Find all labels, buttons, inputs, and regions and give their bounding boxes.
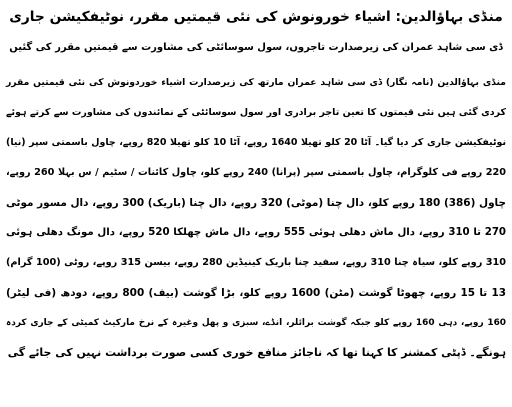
article-line: منڈی بہاؤالدین (نامہ نگار) ڈی سی شاہد عمران مارتھ کی زیرصدارت اشیاء خوردونوش کی نئی قیمتیں مقرر: [6, 77, 506, 88]
article-line: 270 تا 310 روپے، دال ماش دھلی ہوئی 555 روپے، دال ماش چھلکا 520 روپے، دال مونگ دھلی ہوئی: [6, 227, 507, 238]
article-line: نوٹیفکیشن جاری کر دیا گیا۔ آٹا 20 کلو تھیلا 1640 روپے، آٹا 10 کلو تھیلا 820 روپے، چاول باسمتی سپر (نیا): [6, 137, 506, 148]
article-body: [6, 68, 506, 368]
article-line: چاول (386) 180 روپے کلو، دال چنا (موٹی) 320 روپے، دال چنا (باریک) 300 روپے، دال مسور موٹی: [6, 197, 507, 209]
article-line: 310 روپے کلو، سیاہ چنا 310 روپے، سفید چنا باریک کینیڈین 280 روپے، بیسن 315 روپے، روٹی (100 گرام): [6, 257, 506, 268]
article-line: ہونگے۔ ڈپٹی کمشنر کا کہنا تھا کہ ناجائز منافع خوری کسی صورت برداشت نہیں کی جائے گی: [7, 346, 506, 359]
headline: منڈی بہاؤالدین: اشیاء خورونوش کی نئی قیمتیں مقرر، نوٹیفکیشن جاری: [9, 9, 503, 25]
article-line: 220 روپے فی کلوگرام، چاول باسمتی سپر (پرانا) 240 روپے کلو، چاول کائنات / سٹیم / س بہلا 260 روپے،: [6, 167, 506, 178]
article-line: 160 روپے، دہی 160 روپے کلو جبکہ گوشت برائلر، انڈے، سبزی و پھل وغیرہ کے نرخ مارکیٹ کمیٹی کے جاری کردہ: [6, 318, 507, 328]
subheadline: ڈی سی شاہد عمران کی زیرصدارت تاجروں، سول سوسائٹی کی مشاورت سے قیمتیں مقرر کی گئیں: [9, 42, 503, 53]
article-line: 13 تا 15 روپے، چھوٹا گوشت (مٹن) 1600 روپے کلو، بڑا گوشت (بیف) 800 روپے، دودھ (فی لیٹر): [6, 287, 506, 299]
news-clipping: [6, 2, 506, 407]
article-line: کردی گئی ہیں نئی قیمتوں کا تعین تاجر برادری اور سول سوسائٹی کے نمائندوں کی مشاورت سے کرتے ہوئے: [6, 107, 506, 118]
